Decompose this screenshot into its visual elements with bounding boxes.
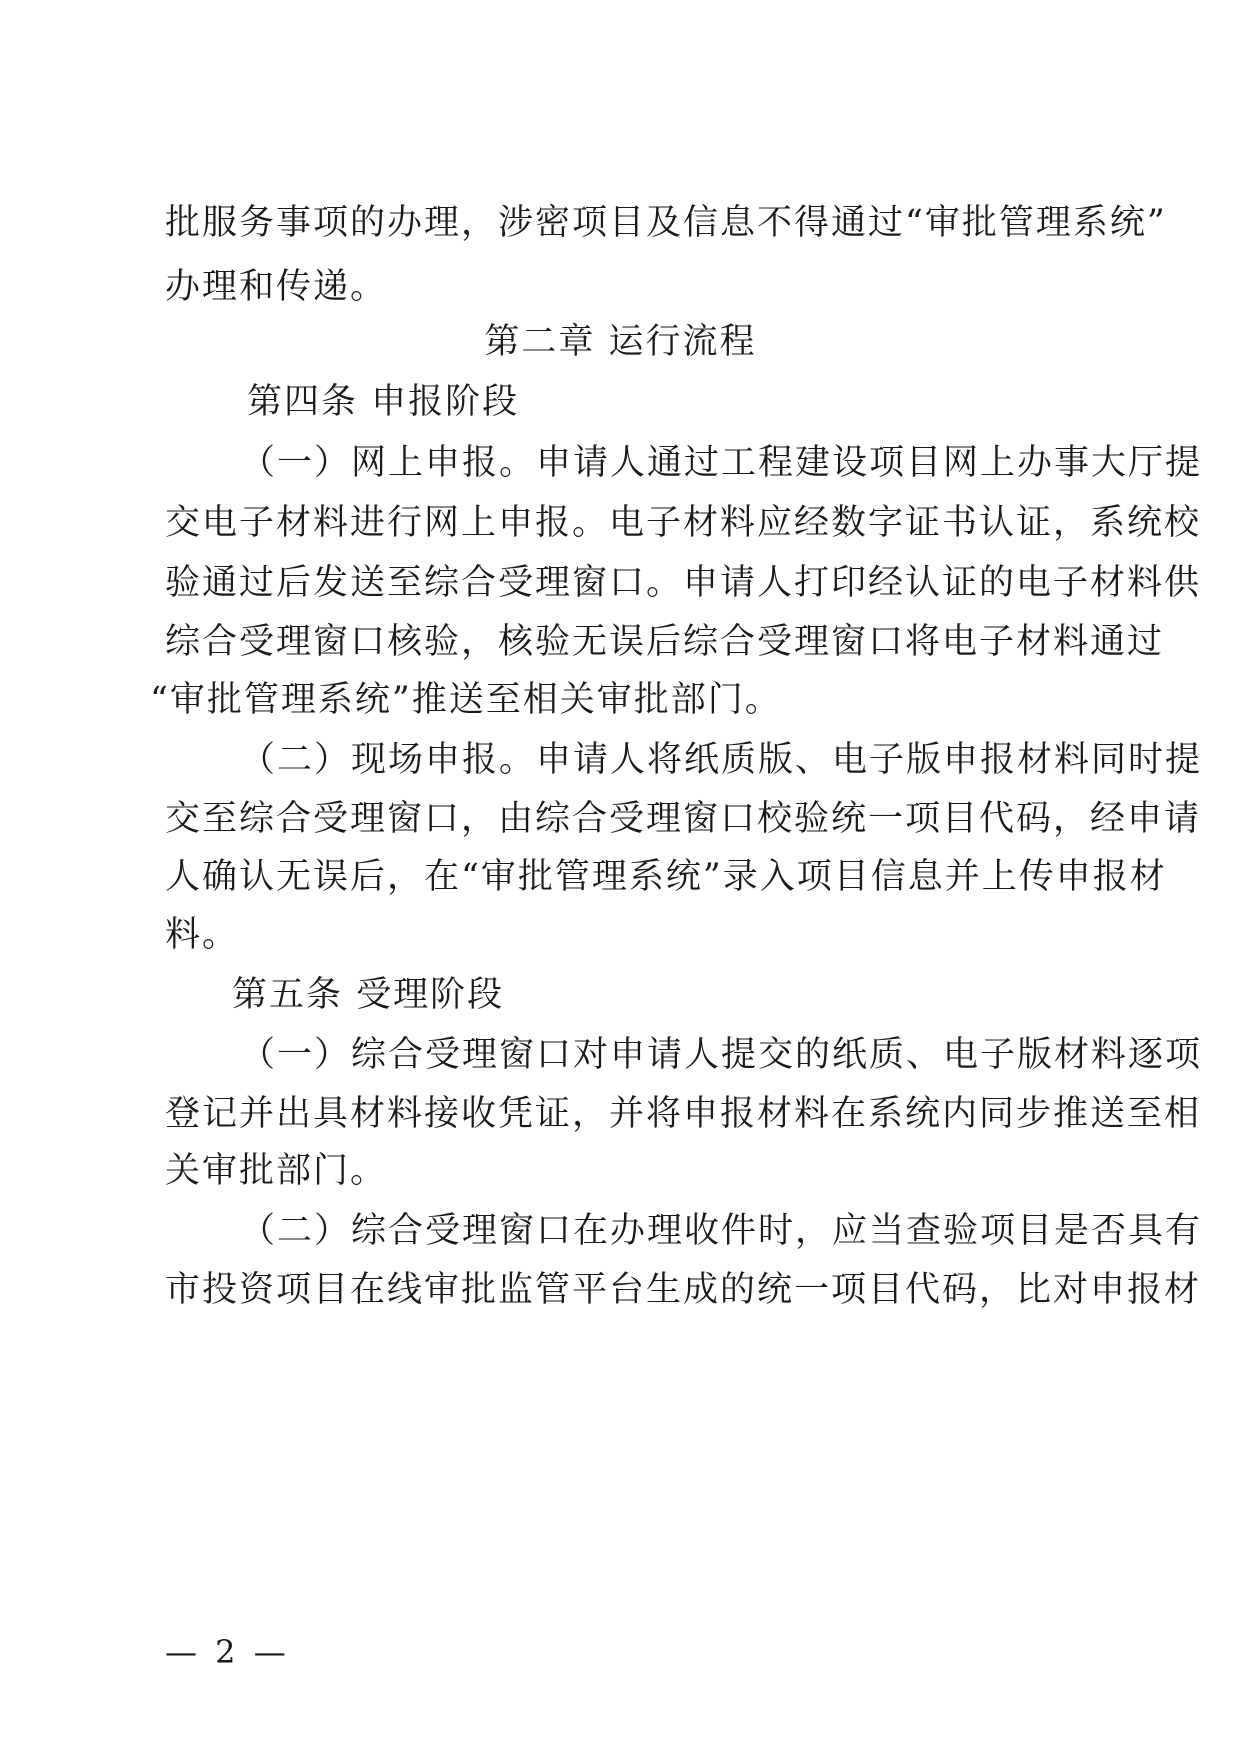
text-line-15: （一）综合受理窗口对申请人提交的纸质、电子版材料逐项: [240, 1035, 1203, 1075]
page-number: — 2 —: [165, 1633, 290, 1671]
text-line-5: （一）网上申报。申请人通过工程建设项目网上办事大厅提: [240, 443, 1203, 483]
text-line-9: “审批管理系统”推送至相关审批部门。: [150, 680, 782, 720]
article-heading-4: 第四条 申报阶段: [247, 382, 520, 422]
text-line-16: 登记并出具材料接收凭证，并将申报材料在系统内同步推送至相: [165, 1094, 1202, 1134]
text-line-10: （二）现场申报。申请人将纸质版、电子版申报材料同时提: [240, 740, 1203, 780]
text-line-7: 验通过后发送至综合受理窗口。申请人打印经认证的电子材料供: [165, 563, 1202, 603]
text-line-6: 交电子材料进行网上申报。电子材料应经数字证书认证，系统校: [165, 503, 1202, 543]
text-line-17: 关审批部门。: [165, 1151, 388, 1191]
article-heading-5: 第五条 受理阶段: [232, 975, 505, 1015]
text-line-2: 办理和传递。: [165, 267, 388, 307]
chapter-heading: 第二章 运行流程: [484, 322, 757, 362]
text-line-8: 综合受理窗口核验，核验无误后综合受理窗口将电子材料通过: [165, 622, 1165, 662]
text-line-1: 批服务事项的办理，涉密项目及信息不得通过“审批管理系统”: [165, 203, 1167, 243]
text-line-18: （二）综合受理窗口在办理收件时，应当查验项目是否具有: [240, 1211, 1203, 1251]
text-line-11: 交至综合受理窗口，由综合受理窗口校验统一项目代码，经申请: [165, 799, 1202, 839]
text-line-19: 市投资项目在线审批监管平台生成的统一项目代码，比对申报材: [165, 1270, 1202, 1310]
text-line-12: 人确认无误后，在“审批管理系统”录入项目信息并上传申报材: [165, 857, 1167, 897]
text-line-13: 料。: [165, 915, 240, 955]
